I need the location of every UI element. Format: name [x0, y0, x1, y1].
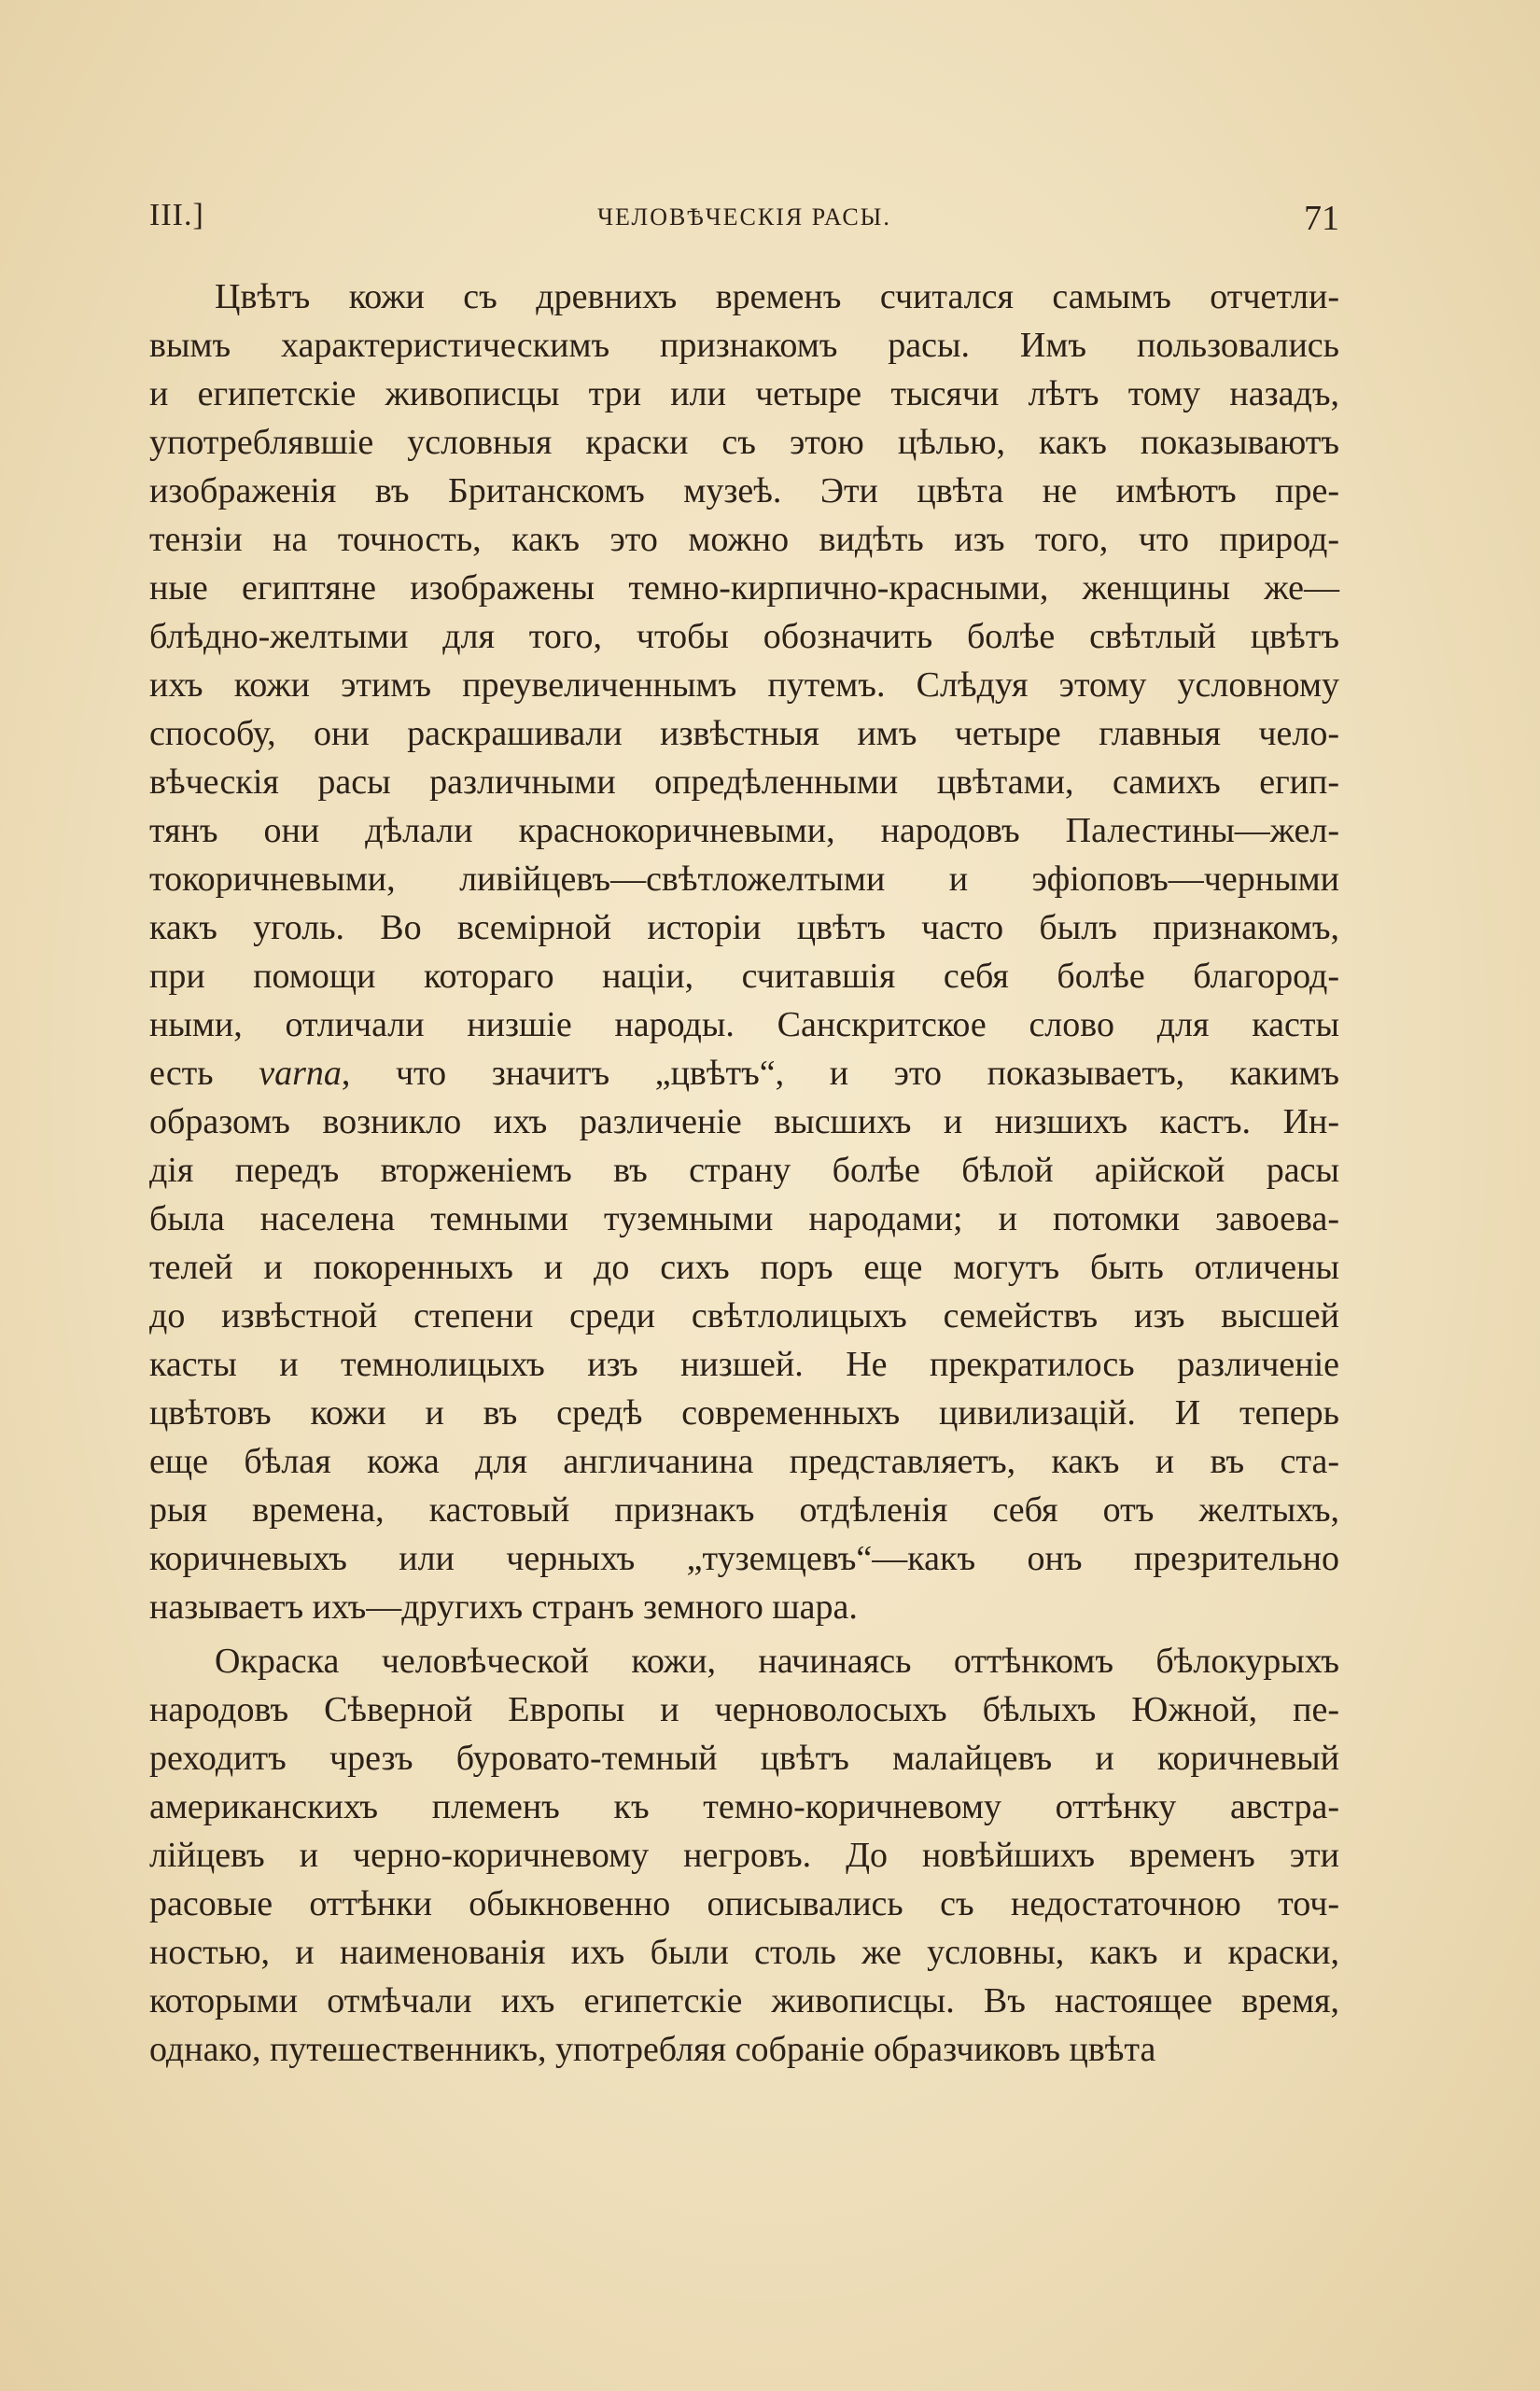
text-line: способу, они раскрашивали извѣстныя имъ четыре главныя чело- [149, 714, 1339, 753]
text-line: была населена темными туземными народами; и потомки завоева- [149, 1199, 1339, 1238]
text-line: вѣческія расы различными опредѣленными цвѣтами, самихъ егип- [149, 762, 1339, 802]
text-line: которыми отмѣчали ихъ египетскіе живописцы. Въ настоящее время, [149, 1981, 1339, 2020]
text-line: американскихъ племенъ къ темно-коричневому оттѣнку австра- [149, 1787, 1339, 1826]
running-head [149, 198, 1339, 245]
text-line: ными, отличали низшіе народы. Санскритское слово для касты [149, 1005, 1339, 1044]
paragraph [149, 273, 1339, 1631]
text-line: ихъ кожи этимъ преувеличеннымъ путемъ. Слѣдуя этому условному [149, 665, 1339, 705]
text-line: Окраска человѣческой кожи, начинаясь оттѣнкомъ бѣлокурыхъ [215, 1642, 1339, 1681]
text-line: коричневыхъ или черныхъ „туземцевъ“—какъ онъ презрительно [149, 1539, 1339, 1578]
paragraph [149, 1637, 1339, 2074]
text-line: тензіи на точность, какъ это можно видѣть изъ того, что природ- [149, 520, 1339, 559]
text-line: блѣдно-желтыми для того, чтобы обозначить болѣе свѣтлый цвѣтъ [149, 617, 1339, 656]
text-line: реходитъ чрезъ буровато-темный цвѣтъ малайцевъ и коричневый [149, 1739, 1339, 1778]
text-line: расовые оттѣнки обыкновенно описывались съ недостаточною точ- [149, 1884, 1339, 1923]
text-line: употреблявшіе условныя краски съ этою цѣлью, какъ показываютъ [149, 423, 1339, 462]
chapter-title: ЧЕЛОВѢЧЕСКІЯ РАСЫ. [597, 203, 891, 231]
text-line: цвѣтовъ кожи и въ средѣ современныхъ цивилизацій. И теперь [149, 1393, 1339, 1433]
text-line: касты и темнолицыхъ изъ низшей. Не прекратилось различеніе [149, 1345, 1339, 1384]
text-line: вымъ характеристическимъ признакомъ расы. Имъ пользовались [149, 326, 1339, 365]
text-line: однако, путешественникъ, употребляя собраніе образчиковъ цвѣта [149, 2030, 1156, 2069]
text-line: какъ уголь. Во всемірной исторіи цвѣтъ часто былъ признакомъ, [149, 908, 1339, 947]
text-line: до извѣстной степени среди свѣтлолицыхъ семействъ изъ высшей [149, 1296, 1339, 1335]
text-line: и египетскіе живописцы три или четыре тысячи лѣтъ тому назадъ, [149, 374, 1339, 413]
text-line: ностью, и наименованія ихъ были столь же условны, какъ и краски, [149, 1933, 1339, 1972]
text-line: рыя времена, кастовый признакъ отдѣленія себя отъ желтыхъ, [149, 1490, 1339, 1530]
text-line: при помощи котораго націи, считавшія себя болѣе благород- [149, 957, 1339, 996]
text-line: Цвѣтъ кожи съ древнихъ временъ считался самымъ отчетли- [215, 277, 1339, 316]
text-line: тянъ они дѣлали краснокоричневыми, народовъ Палестины—жел- [149, 811, 1339, 850]
text-line: изображенія въ Британскомъ музеѣ. Эти цвѣта не имѣютъ пре- [149, 471, 1339, 510]
text-line: лійцевъ и черно-коричневому негровъ. До новѣйшихъ временъ эти [149, 1836, 1339, 1875]
section-number: III.] [149, 198, 204, 232]
text-line: токоричневыми, ливійцевъ—свѣтложелтыми и эфіоповъ—черными [149, 860, 1339, 899]
text-line: называетъ ихъ—другихъ странъ земного шара. [149, 1587, 858, 1627]
body-text [149, 273, 1339, 2074]
text-line: народовъ Сѣверной Европы и черноволосыхъ бѣлыхъ Южной, пе- [149, 1690, 1339, 1729]
text-line: телей и покоренныхъ и до сихъ поръ еще могутъ быть отличены [149, 1248, 1339, 1287]
text-line: образомъ возникло ихъ различеніе высшихъ и низшихъ кастъ. Ин- [149, 1102, 1339, 1141]
text-line: есть varna, что значитъ „цвѣтъ“, и это показываетъ, какимъ [149, 1054, 1339, 1093]
text-line: дія передъ вторженіемъ въ страну болѣе бѣлой арійской расы [149, 1151, 1339, 1190]
page-number: 71 [1304, 199, 1339, 238]
text-line: ные египтяне изображены темно-кирпично-красными, женщины же— [149, 568, 1339, 608]
text-line: еще бѣлая кожа для англичанина представляетъ, какъ и въ ста- [149, 1442, 1339, 1481]
